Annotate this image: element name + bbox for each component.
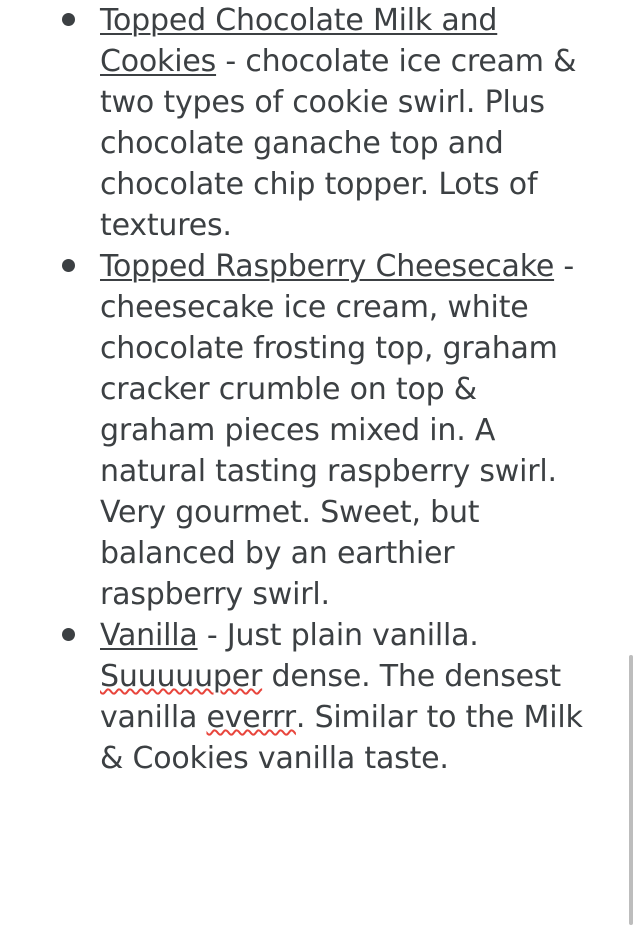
bullet-dot-icon [62,259,75,272]
flavor-description-part-2: dense. The densest vanilla [100,659,561,735]
separator: - [554,249,575,284]
scrollbar-thumb[interactable] [629,655,633,925]
list-item[interactable] [0,615,640,779]
flavor-name[interactable]: Topped Chocolate Milk and Cookies [100,3,498,79]
list-item[interactable] [0,246,640,615]
flavor-description-part-3: . Similar to the Milk & Cookies vanilla taste. [100,700,583,776]
bullet-dot-icon [62,628,75,641]
misspelled-word[interactable]: everrr [206,700,296,735]
flavor-description: chocolate ice cream & two types of cookie swirl. Plus chocolate ganache top and chocolate chip topper. Lots of textures. [100,44,577,243]
bullet-dot-icon [62,13,75,26]
scrollbar-track[interactable] [629,0,637,945]
flavor-description: cheesecake ice cream, white chocolate frosting top, graham cracker crumble on top & graham pieces mixed in. A natural tasting raspberry swirl. Very gourmet. Sweet, but balanced by an earthier raspberry swirl. [100,290,558,612]
separator: - [197,618,227,653]
misspelled-word[interactable]: Suuuuuper [100,659,263,694]
flavor-description-part-1: Just plain vanilla. [226,618,479,653]
list-item[interactable] [0,0,640,246]
separator: - [216,44,246,79]
flavor-name[interactable]: Vanilla [100,618,198,653]
flavor-name[interactable]: Topped Raspberry Cheesecake [100,249,555,284]
